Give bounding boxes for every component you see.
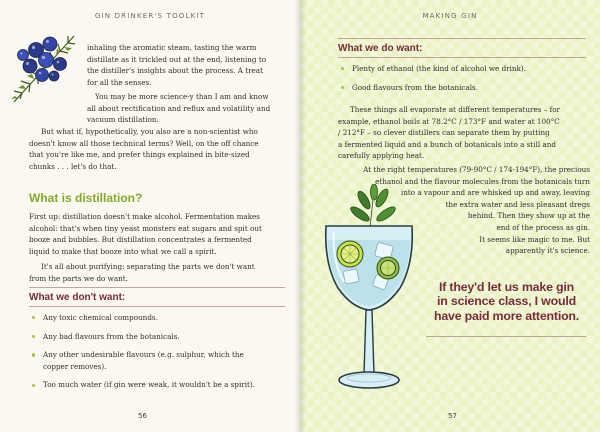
text-line: all about rectification and reflux and volatility and <box>87 103 271 113</box>
running-head-right: MAKING GIN <box>422 12 478 20</box>
text-line: chunks . . . let's do that. <box>29 161 117 171</box>
text-line: that you're like me, and prefer things explained in bite-sized <box>29 150 250 160</box>
section-divider <box>338 38 586 39</box>
text-line: You may be more science-y than I am and know <box>95 92 269 101</box>
page-number-left: 56 <box>138 412 147 420</box>
section-divider <box>29 306 285 307</box>
science-paragraph <box>87 91 271 126</box>
text-line: carefully applying heat. <box>338 151 425 161</box>
hypothetical-paragraph <box>29 126 285 172</box>
text-line: booze and bubbles. But distillation concentrates a fermented <box>29 235 252 245</box>
heading-what-we-dont-want: What we don't want: <box>29 292 126 303</box>
list-item: Good flavours from the botanicals. <box>338 82 586 94</box>
page-gutter-shadow <box>300 0 306 432</box>
text-line: vacuum distillation. <box>87 115 159 125</box>
text-line: end of the process as gin. <box>496 222 590 232</box>
text-line: alcohol: that's when tiny yeast monsters eat sugars and spit out <box>29 223 262 233</box>
pull-quote-line: have paid more attention. <box>433 308 580 323</box>
text-line: from the parts we do want. <box>29 273 128 283</box>
text-line: First up: distillation doesn't make alcohol. Fermentation makes <box>29 212 260 221</box>
list-item: Plenty of ethanol (the kind of alcohol we drink). <box>338 63 586 75</box>
intro-paragraph <box>87 42 266 88</box>
text-line: a fermented liquid and a bunch of botanicals into a still and <box>338 139 556 149</box>
pull-quote-line: in science class, I would <box>437 294 576 309</box>
text-line: the extra water and less pleasant dregs <box>445 199 590 209</box>
juniper-berries-icon <box>8 28 80 108</box>
section-divider <box>338 57 586 58</box>
text-line: It's all about purifying: separating the parts we don't want <box>41 262 255 271</box>
text-line: But what if, hypothetically, you also are a non-scientist who <box>41 127 258 136</box>
list-item: Any bad flavours from the botanicals. <box>29 331 285 343</box>
text-line: inhaling the aromatic steam, tasting the warm <box>87 43 257 52</box>
text-line: for all the senses. <box>87 77 152 87</box>
text-line: the distiller's insights about the process. A treat <box>87 66 263 76</box>
page-number-right: 57 <box>448 412 457 420</box>
do-want-list <box>338 63 586 93</box>
list-item: Any other undesirable flavours (e.g. sulphur, which the copper removes). <box>29 349 285 372</box>
list-item: Too much water (if gin were weak, it wouldn't be a spirit). <box>29 379 285 391</box>
heading-what-is-distillation: What is distillation? <box>29 191 143 205</box>
text-line: liquid to make that booze into what we call a spirit. <box>29 246 217 256</box>
running-head-left: GIN DRINKER'S TOOLKIT <box>94 12 206 20</box>
list-item: Any toxic chemical compounds. <box>29 312 285 324</box>
purifying-paragraph <box>29 261 285 284</box>
pull-quote <box>424 280 589 323</box>
text-line: distillate as it trickled out at the end, listening to <box>87 54 267 64</box>
text-line: It seems like magic to me. But <box>479 234 590 244</box>
distillation-paragraph <box>29 211 285 257</box>
text-line: At the right temperatures (79-90°C / 174-194°F), the precious <box>363 165 590 174</box>
dont-want-list <box>29 312 285 391</box>
text-line: These things all evaporate at different temperatures – for <box>350 105 560 114</box>
text-line: ethanol and the flavour molecules from the botanicals turn <box>375 176 590 186</box>
text-line: apparently it's science. <box>505 246 590 256</box>
text-line: doesn't know all those technical terms? Well, on the off chance <box>29 138 259 148</box>
gin-glass-illustration <box>318 184 420 400</box>
text-line: example, ethanol boils at 78.2°C / 173°F and water at 100°C <box>338 116 560 126</box>
evaporate-paragraph <box>338 104 588 162</box>
text-line: behind. Then they show up at the <box>467 211 590 221</box>
text-line: / 212°F – so clever distillers can separate them by putting <box>338 128 550 138</box>
pull-quote-line: If they'd let us make gin <box>439 280 574 294</box>
pull-quote-underline <box>426 336 586 337</box>
section-divider <box>29 287 285 288</box>
text-line: into a vapour and are whisked up and away, leaving <box>400 188 590 198</box>
heading-what-we-do-want: What we do want: <box>338 43 423 54</box>
